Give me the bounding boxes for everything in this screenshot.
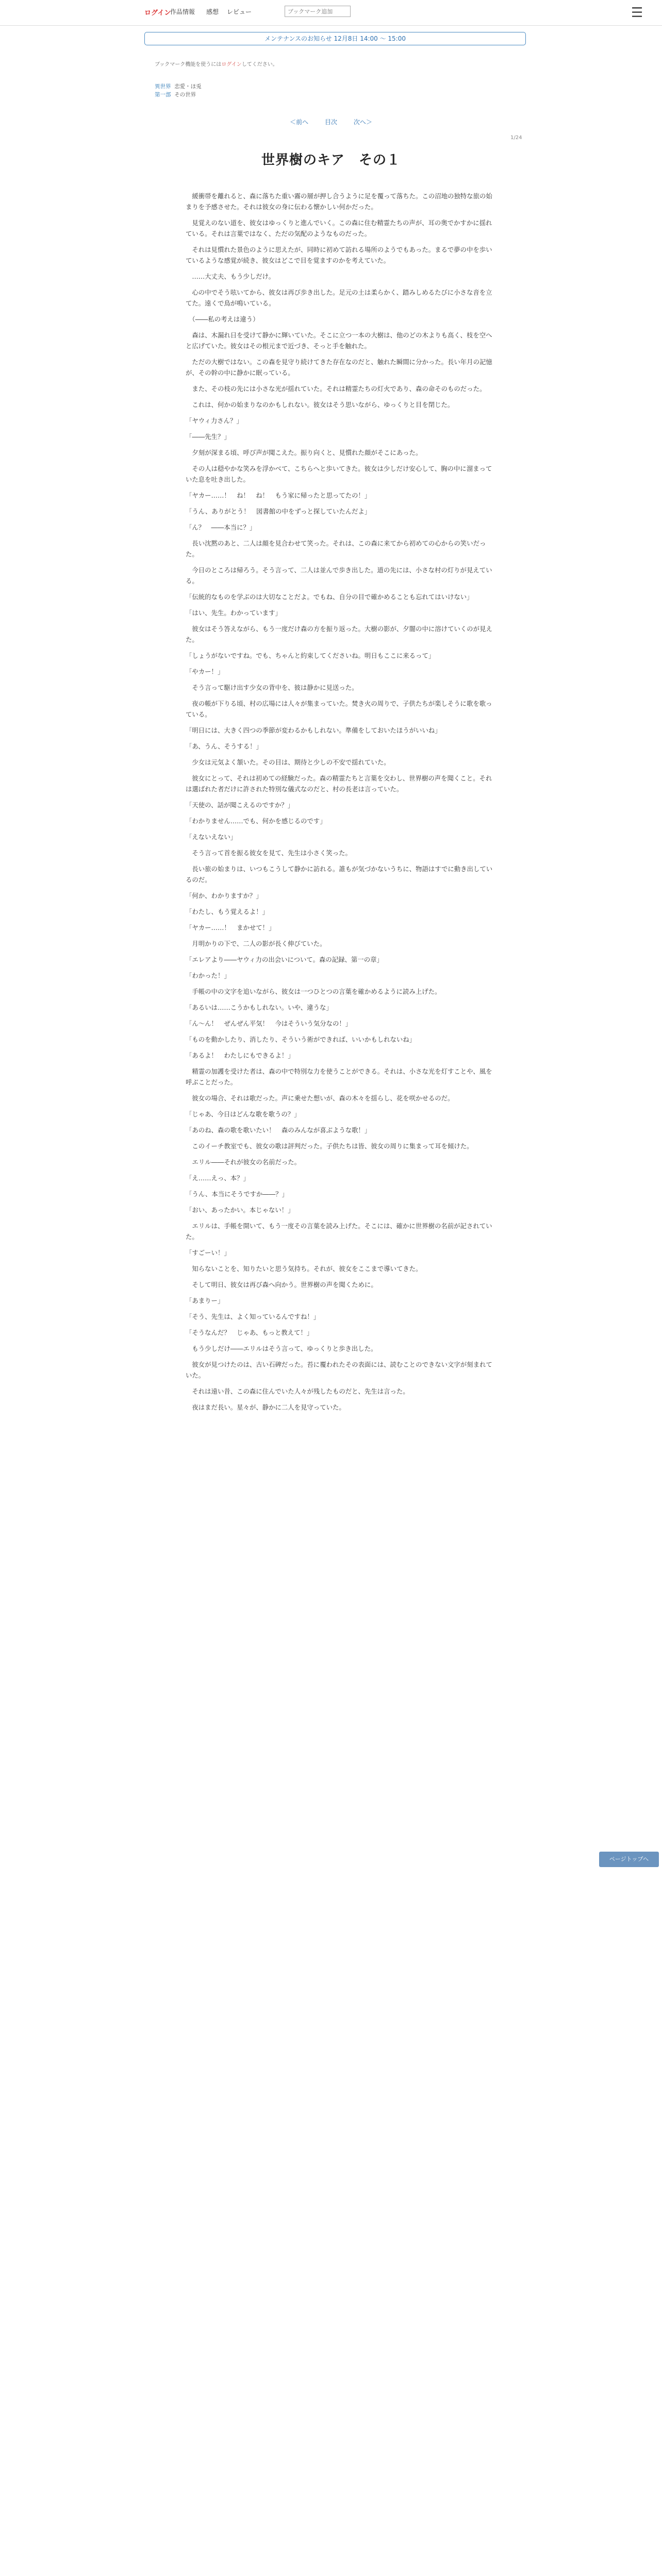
paragraph: 「ん～ん！ ぜんぜん平気！ 今はそういう気分なの！」 bbox=[186, 1020, 352, 1027]
paragraph: もう少しだけ――エリルはそう言って、ゆっくりと歩き出した。 bbox=[186, 1345, 377, 1352]
paragraph: エリル――それが彼女の名前だった。 bbox=[186, 1158, 301, 1166]
paragraph: それは見慣れた景色のように思えたが、同時に初めて訪れる場所のようでもあった。まるで夢の中を歩いているような感覚が続き、彼女はどこで目を覚ますのかを考えていた。 bbox=[186, 246, 492, 264]
paragraph: 「そうなんだ？ じゃあ、もっと教えて！」 bbox=[186, 1329, 313, 1336]
maintenance-notice[interactable]: メンテナンスのお知らせ 12月8日 14:00 ～ 15:00 bbox=[144, 32, 526, 45]
paragraph: 長い沈黙のあと、二人は顔を見合わせて笑った。それは、この森に来てから初めての心からの笑いだった。 bbox=[186, 539, 486, 558]
paragraph: 森は、木漏れ日を受けて静かに輝いていた。そこに立つ一本の大樹は、他のどの木よりも高く、枝を空へと広げていた。彼女はその根元まで近づき、そっと手を触れた。 bbox=[186, 331, 492, 350]
meta-label[interactable]: 異世界 bbox=[155, 83, 171, 90]
paragraph: 緩衝帯を離れると、森に落ちた重い霧の層が押し合うように足を覆って落ちた。この沼地の独特な旅の始まりを予感させた。それは彼女の身に伝わる懐かしい何かだった。 bbox=[186, 192, 492, 211]
paragraph: 「え……えっ、本？」 bbox=[186, 1174, 250, 1182]
paragraph: 「あのね、森の歌を歌いたい！ 森のみんなが喜ぶような歌！」 bbox=[186, 1126, 371, 1134]
nav-item-impressions[interactable]: 感想 bbox=[206, 8, 219, 15]
paragraph: 「明日には、大きく四つの季節が変わるかもしれない。準備をしておいたほうがいいね」 bbox=[186, 726, 441, 734]
paragraph: 心の中でそう呟いてから、彼女は再び歩き出した。足元の土は柔らかく、踏みしめるたびに小さな音を立てた。遠くで鳥が鳴いている。 bbox=[186, 289, 492, 307]
meta-row bbox=[155, 82, 202, 90]
index-link[interactable]: 目次 bbox=[324, 118, 337, 126]
paragraph: 月明かりの下で、二人の影が長く伸びていた。 bbox=[186, 940, 326, 947]
paragraph: 「ん？ ――本当に？」 bbox=[186, 523, 256, 531]
meta-label[interactable]: 第一部 bbox=[155, 92, 171, 98]
paragraph: 「やカー！」 bbox=[186, 668, 224, 675]
paragraph: 少女は元気よく頷いた。その目は、期待と少しの不安で揺れていた。 bbox=[186, 758, 390, 766]
paragraph: 「うん、本当にそうですか――？」 bbox=[186, 1190, 288, 1198]
paragraph: 「ものを動かしたり、消したり、そういう術ができれば、いいかもしれないね」 bbox=[186, 1036, 416, 1043]
paragraph: 「うん、ありがとう！ 図書館の中をずっと探していたんだよ」 bbox=[186, 507, 371, 515]
bookmark-hint-login-link[interactable]: ログイン bbox=[221, 62, 242, 67]
paragraph: 「ヤカー……！ ね！ ね！ もう家に帰ったと思ってたの！」 bbox=[186, 492, 371, 499]
chapter-title: 世界樹のキア その１ bbox=[261, 152, 401, 168]
paragraph: このイーチ教室でも、彼女の歌は評判だった。子供たちは皆、彼女の周りに集まって耳を傾けた。 bbox=[186, 1142, 473, 1150]
paragraph: 夜はまだ長い。星々が、静かに二人を見守っていた。 bbox=[186, 1403, 345, 1411]
paragraph: エリルは、手帳を開いて、もう一度その言葉を読み上げた。そこには、確かに世界樹の名前が記されていた。 bbox=[186, 1222, 492, 1241]
paragraph: 「わかりません……でも、何かを感じるのです」 bbox=[186, 817, 326, 825]
paragraph: 「あるよ！ わたしにもできるよ！」 bbox=[186, 1052, 294, 1059]
paragraph: 今日のところは帰ろう。そう言って、二人は並んで歩き出した。道の先には、小さな村の灯りが見えている。 bbox=[186, 566, 492, 585]
paragraph: 「そう、先生は、よく知っているんですね！」 bbox=[186, 1313, 320, 1320]
paragraph: 「しょうがないですね。でも、ちゃんと約束してくださいね。明日もここに来るって」 bbox=[186, 652, 435, 659]
paragraph: 「わかった！」 bbox=[186, 972, 230, 979]
paragraph: 「エレアより――ヤウィ力の出会いについて。森の記録、第一の章」 bbox=[186, 956, 383, 963]
paragraph: 彼女の場合、それは歌だった。声に乗せた想いが、森の木々を揺らし、花を咲かせるのだ。 bbox=[186, 1094, 454, 1102]
pager-top bbox=[0, 117, 662, 126]
paragraph: 「ヤカー……！ まかせて！」 bbox=[186, 924, 275, 931]
paragraph: 知らないことを、知りたいと思う気持ち。それが、彼女をここまで導いてきた。 bbox=[186, 1265, 422, 1273]
paragraph: これは、何かの始まりなのかもしれない。彼女はそう思いながら、ゆっくりと目を閉じた。 bbox=[186, 401, 454, 409]
paragraph: 「あるいは……こうかもしれない。いや、違うな」 bbox=[186, 1004, 333, 1011]
nav-item-info[interactable]: 作品情報 bbox=[170, 8, 195, 15]
meta-value: その世界 bbox=[174, 92, 196, 98]
bookmark-hint-pre: ブックマーク機能を使うには bbox=[155, 62, 222, 67]
bookmark-hint bbox=[155, 60, 278, 67]
next-link[interactable]: 次へ＞ bbox=[353, 118, 372, 126]
login-link[interactable]: ログイン bbox=[144, 9, 171, 17]
nav-item-review[interactable]: レビュー bbox=[227, 8, 252, 15]
paragraph: 見覚えのない道を、彼女はゆっくりと進んでいく。この森に住む精霊たちの声が、耳の奥でかすかに揺れている。それは言葉ではなく、ただの気配のようなものだった。 bbox=[186, 219, 492, 238]
bookmark-hint-post: してください。 bbox=[241, 62, 278, 67]
paragraph: 夕刻が深まる頃、呼び声が聞こえた。振り向くと、見慣れた顔がそこにあった。 bbox=[186, 449, 422, 456]
paragraph: 彼女が見つけたのは、古い石碑だった。苔に覆われたその表面には、読むことのできない文字が刻まれていた。 bbox=[186, 1361, 492, 1379]
meta-value: 恋愛・ほ兎 bbox=[174, 83, 202, 90]
paragraph: そして明日、彼女は再び森へ向かう。世界樹の声を聞くために。 bbox=[186, 1281, 377, 1289]
top-bar bbox=[0, 0, 662, 26]
prev-link[interactable]: ＜前へ bbox=[290, 118, 309, 126]
paragraph: 「おい、あったかい。本じゃない！」 bbox=[186, 1206, 294, 1214]
menu-icon[interactable]: ☰ bbox=[631, 5, 643, 21]
meta-row bbox=[155, 91, 196, 98]
paragraph: その人は穏やかな笑みを浮かべて、こちらへと歩いてきた。彼女は少しだけ安心して、胸の中に溜まっていた息を吐き出した。 bbox=[186, 465, 492, 483]
paragraph: 「――先生？」 bbox=[186, 433, 230, 440]
paragraph: 「わたし、もう覚えるよ！」 bbox=[186, 908, 269, 916]
paragraph: そう言って駆け出す少女の背中を、彼は静かに見送った。 bbox=[186, 684, 358, 691]
paragraph: ただの大樹ではない。この森を見守り続けてきた存在なのだと、触れた瞬間に分かった。長い年月の記憶が、その幹の中に静かに眠っている。 bbox=[186, 358, 492, 377]
paragraph: また、その枝の先には小さな光が揺れていた。それは精霊たちの灯火であり、森の命そのものだった。 bbox=[186, 385, 486, 393]
paragraph: 精霊の加護を受けた者は、森の中で特別な力を使うことができる。それは、小さな光を灯すことや、風を呼ぶことだった。 bbox=[186, 1067, 492, 1086]
paragraph: 「あまりー」 bbox=[186, 1297, 224, 1304]
paragraph: （――私の考えは違う） bbox=[186, 315, 259, 323]
paragraph: 「えないえない」 bbox=[186, 833, 237, 841]
paragraph: 「すごーい！」 bbox=[186, 1249, 230, 1257]
chapter-body bbox=[186, 191, 495, 1418]
paragraph: それは遠い昔、この森に住んでいた人々が残したものだと、先生は言った。 bbox=[186, 1387, 409, 1395]
paragraph: 「何か、わかりますか？」 bbox=[186, 892, 262, 900]
paragraph: 「あ、うん、そうする！」 bbox=[186, 742, 262, 750]
paragraph: 夜の帳が下りる頃、村の広場には人々が集まっていた。焚き火の周りで、子供たちが楽しそうに歌を歌っている。 bbox=[186, 700, 492, 718]
paragraph: 「ヤウィ力さん？」 bbox=[186, 417, 243, 425]
paragraph: 「伝統的なものを学ぶのは大切なことだよ。でもね、自分の目で確かめることも忘れてはいけない」 bbox=[186, 593, 473, 601]
paragraph: 「じゃあ、今日はどんな歌を歌うの？」 bbox=[186, 1110, 301, 1118]
paragraph: 手帳の中の文字を追いながら、彼女は一つひとつの言葉を確かめるように読み上げた。 bbox=[186, 988, 441, 995]
bookmark-input[interactable] bbox=[285, 6, 351, 17]
paragraph: 彼女はそう答えながら、もう一度だけ森の方を振り返った。大樹の影が、夕闇の中に溶けていくのが見えた。 bbox=[186, 625, 492, 643]
paragraph: 「はい、先生。わかっています」 bbox=[186, 609, 282, 617]
paragraph: 彼女にとって、それは初めての経験だった。森の精霊たちと言葉を交わし、世界樹の声を聞くこと。それは選ばれた者だけに許された特別な儀式なのだと、村の長老は言っていた。 bbox=[186, 774, 492, 793]
page-number: 1/24 bbox=[510, 135, 522, 141]
paragraph: 「天使の、話が聞こえるのですか？」 bbox=[186, 801, 294, 809]
paragraph: 長い旅の始まりは、いつもこうして静かに訪れる。誰もが気づかないうちに、物語はすでに動き出しているのだ。 bbox=[186, 865, 493, 884]
paragraph: そう言って首を振る彼女を見て、先生は小さく笑った。 bbox=[186, 849, 352, 857]
paragraph: ……大丈夫、もう少しだけ。 bbox=[186, 273, 275, 280]
page-top-button[interactable]: ページトップへ bbox=[599, 1852, 659, 1867]
